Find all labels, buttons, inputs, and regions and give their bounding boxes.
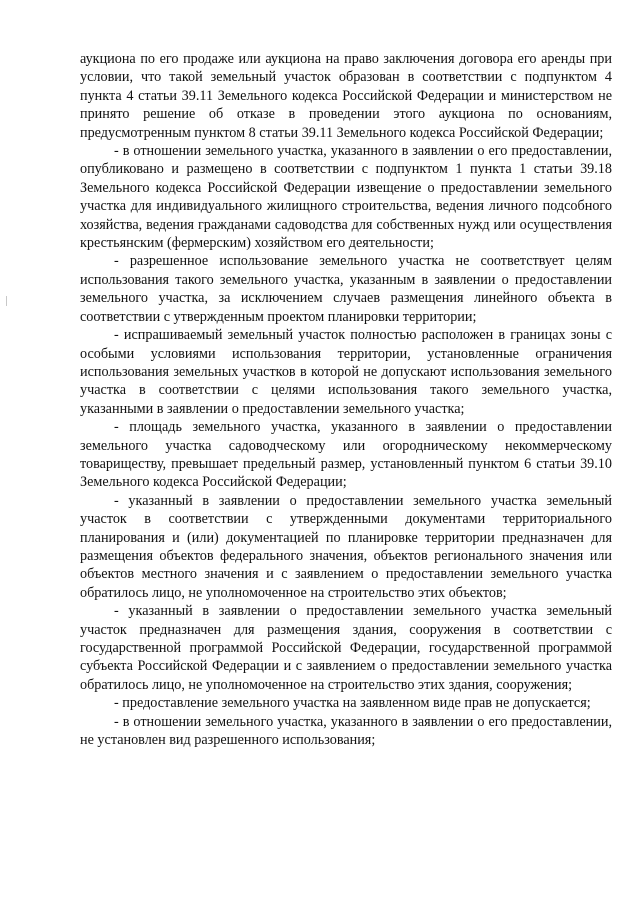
document-body bbox=[80, 50, 612, 749]
paragraph-1: аукциона по его продаже или аукциона на право заключения договора его аренды при условии, что такой земельный участок образован в соответствии с подпунктом 4 пункта 4 статьи 39.11 Земельного кодекса Российской Федерации и министерством не принято решение об отказе в проведении этого аукциона по основаниям, предусмотренным пунктом 8 статьи 39.11 Земельного кодекса Российской Федерации; bbox=[80, 51, 612, 141]
paragraph-4: - испрашиваемый земельный участок полностью расположен в границах зоны с особыми условиями использования территории, установленные ограничения использования земельных участков в которой не допускают использования земельного участка в соответствии с целями использования такого земельного участка, указанными в заявлении о предоставлении земельного участка; bbox=[80, 327, 612, 417]
paragraph-8: - предоставление земельного участка на заявленном виде прав не допускается; bbox=[114, 695, 591, 712]
paragraph-5: - площадь земельного участка, указанного в заявлении о предоставлении земельного участка садоводческому или огородническому некоммерческому товариществу, превышает предельный размер, установленный пунктом 6 статьи 39.10 Земельного кодекса Российской Федерации; bbox=[80, 419, 612, 491]
paragraph-7: - указанный в заявлении о предоставлении земельного участка земельный участок предназначен для размещения здания, сооружения в соответствии с государственной программой Российской Федерации, государственной программой субъекта Российской Федерации и с заявлением о предоставлении земельного участка обратилось лицо, не уполномоченное на строительство этих здания, сооружения; bbox=[80, 603, 612, 693]
scan-margin-mark bbox=[6, 296, 7, 306]
paragraph-6: - указанный в заявлении о предоставлении земельного участка земельный участок в соответствии с утвержденными документами территориального планирования и (или) документацией по планировке территории предназначен для размещения объектов федерального значения, объектов регионального значения или объектов местного значения и с заявлением о предоставлении земельного участка обратилось лицо, не уполномоченное на строительство этих объектов; bbox=[80, 492, 612, 601]
paragraph-3: - разрешенное использование земельного участка не соответствует целям использования такого земельного участка, указанным в заявлении о предоставлении земельного участка, за исключением случаев размещения линейного объекта в соответствии с утвержденным проектом планировки территории; bbox=[80, 253, 612, 325]
paragraph-9: - в отношении земельного участка, указанного в заявлении о его предоставлении, не установлен вид разрешенного использования; bbox=[80, 713, 612, 749]
paragraph-2: - в отношении земельного участка, указанного в заявлении о его предоставлении, опубликовано и размещено в соответствии с подпунктом 1 пункта 1 статьи 39.18 Земельного кодекса Российской Федерации извещение о предоставлении земельного участка для индивидуального жилищного строительства, ведения личного подсобного хозяйства, ведения гражданами садоводства для собственных нужд или осуществления крестьянским (фермерским) хозяйством его деятельности; bbox=[80, 143, 612, 252]
